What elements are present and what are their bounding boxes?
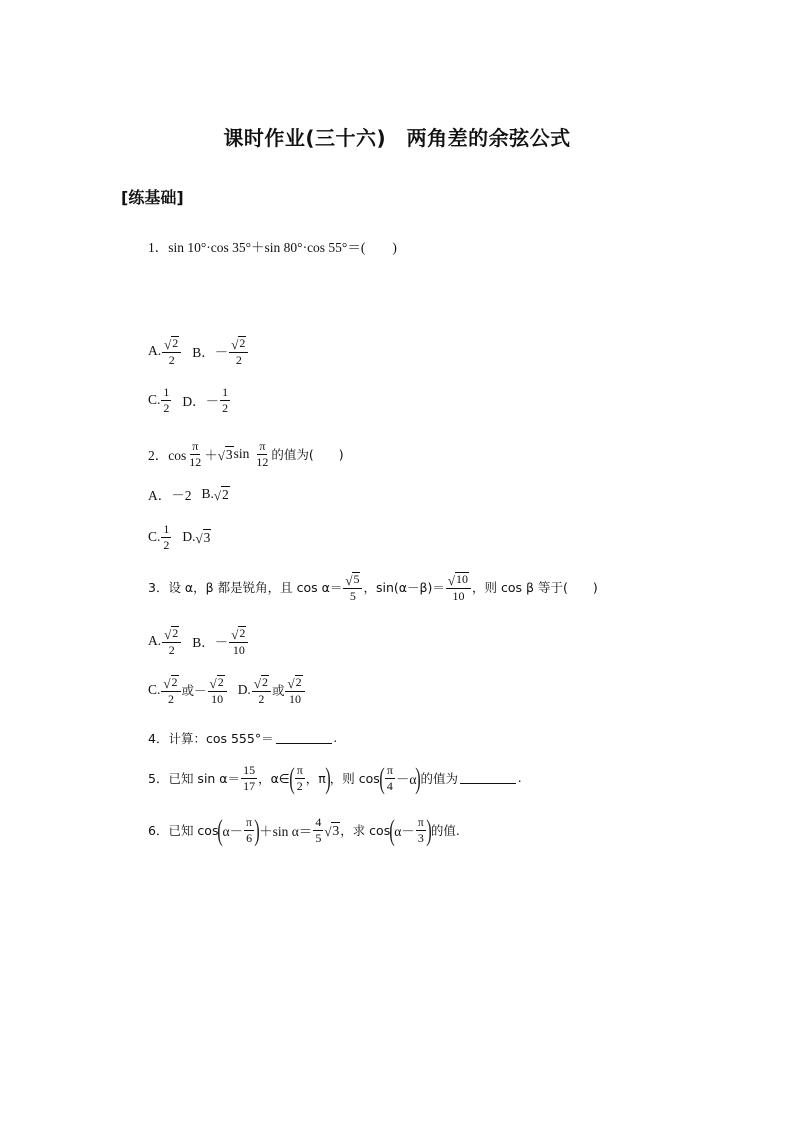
- q3-fraction-sqrt10: √ 10 10: [446, 572, 471, 603]
- q2-option-b-label: B.: [201, 486, 214, 501]
- sqrt-symbol: √ 3: [324, 822, 340, 840]
- q3-option-b-label: B．－: [192, 635, 229, 651]
- sqrt-symbol: √ 2: [287, 675, 302, 691]
- section-heading: [练基础]: [121, 188, 184, 207]
- q1-option-c-label: C.: [148, 392, 161, 408]
- question-1-text: 1．sin 10°·cos 35°＋sin 80°·cos 55°＝( ): [148, 240, 397, 255]
- sqrt-symbol: √ 2: [213, 486, 229, 504]
- sqrt-symbol: √ 3: [217, 446, 233, 464]
- q6-fraction-pi-6: $\frac{\pi}{6}$: [246, 815, 253, 845]
- q5-fraction-15-17: $\frac{15}{17}$: [243, 763, 256, 793]
- question-2-options-ab: [148, 484, 230, 504]
- q1-option-d-fraction: $\frac{1}{2}$: [222, 385, 229, 415]
- q3-option-a-fraction: √ 2 2: [162, 626, 181, 657]
- sqrt-symbol: √ 2: [253, 675, 268, 691]
- q2-option-c-label: C.: [148, 529, 161, 545]
- question-1-options-cd: [148, 386, 231, 414]
- question-3-options-cd: C. √ 2 2 或－ √ 2 10 D. √ 2 2 或 √ 2 10: [148, 675, 306, 706]
- q6-fraction-4-5: $\frac{4}{5}$: [315, 815, 322, 845]
- sqrt-symbol: √ 2: [163, 675, 178, 691]
- sqrt-symbol: √ 5: [345, 572, 360, 588]
- q1-option-b-fraction: √ 2 2: [229, 336, 248, 367]
- sqrt-symbol: √ 3: [195, 529, 211, 547]
- q3-option-d-fraction-2: √ 2 10: [285, 675, 304, 706]
- q5-fraction-pi-2: $\frac{\pi}{2}$: [296, 763, 303, 793]
- q1-option-a-label: A.: [148, 343, 162, 359]
- q3-option-c-label: C.: [148, 682, 161, 698]
- sqrt-symbol: √ 2: [231, 336, 246, 352]
- q2-option-d-label: D.: [182, 529, 196, 545]
- q2-fraction-pi-12-b: $\frac{\pi}{12}$: [256, 439, 269, 469]
- q2-option-c-fraction: $\frac{1}{2}$: [163, 522, 170, 552]
- sqrt-symbol: √ 2: [231, 626, 246, 642]
- question-2-options-cd: [148, 523, 211, 551]
- q1-option-c-fraction: $\frac{1}{2}$: [163, 385, 170, 415]
- page-title: 课时作业(三十六) 两角差的余弦公式: [223, 126, 571, 150]
- question-5: 5．已知 sin α＝ $\frac{15}{17}$ ，α∈ ( $\frac{\pi}{2}$ ，π ) ，则 cos ( $\frac{\pi}{4}$ －α ) 的值为 .: [148, 761, 522, 795]
- question-4: 4．计算：cos 555°＝ .: [148, 730, 337, 746]
- q2-option-a: A．－2: [148, 488, 192, 503]
- question-1-stem: [148, 236, 397, 256]
- question-2-stem: 2．cos $\frac{\pi}{12}$ ＋ √ 3 sin $\frac{\pi}{12}$ 的值为( ): [148, 439, 344, 469]
- q6-fraction-pi-3: $\frac{\pi}{3}$: [417, 815, 424, 845]
- sqrt-symbol: √ 2: [164, 336, 179, 352]
- answer-blank: [460, 772, 516, 784]
- answer-blank: [276, 732, 332, 744]
- question-1-options-ab: [148, 336, 249, 367]
- q3-option-c-fraction-1: √ 2 2: [161, 675, 180, 706]
- q3-option-d-label: D.: [237, 682, 251, 698]
- q3-option-d-fraction-1: √ 2 2: [252, 675, 271, 706]
- q5-fraction-pi-4: $\frac{\pi}{4}$: [386, 763, 393, 793]
- question-3-stem: 3．设 α，β 都是锐角，且 cos α＝ √ 5 5 ，sin(α－β)＝ √ 10 10 ，则 cos β 等于( ): [148, 572, 598, 604]
- q3-option-a-label: A.: [148, 633, 162, 649]
- q3-fraction-sqrt5: √ 5 5: [343, 572, 362, 603]
- q1-option-b-label: B．－: [192, 345, 229, 361]
- question-6: 6．已知 cos ( α－ $\frac{\pi}{6}$ ) ＋sin α＝ $\frac{4}{5}$ √ 3 ，求 cos ( α－ $\frac{\pi}{3}$ ) 的值.: [148, 813, 460, 847]
- question-3-options-ab: [148, 626, 249, 657]
- q1-option-a-fraction: √ 2 2: [162, 336, 181, 367]
- sqrt-symbol: √ 2: [164, 626, 179, 642]
- q3-option-b-fraction: √ 2 10: [229, 626, 248, 657]
- q2-fraction-pi-12: $\frac{\pi}{12}$: [189, 439, 202, 469]
- q1-option-d-label: D．－: [182, 394, 220, 410]
- sqrt-symbol: √ 10: [447, 572, 469, 588]
- sqrt-symbol: √ 2: [209, 675, 224, 691]
- q3-option-c-fraction-2: √ 2 10: [208, 675, 227, 706]
